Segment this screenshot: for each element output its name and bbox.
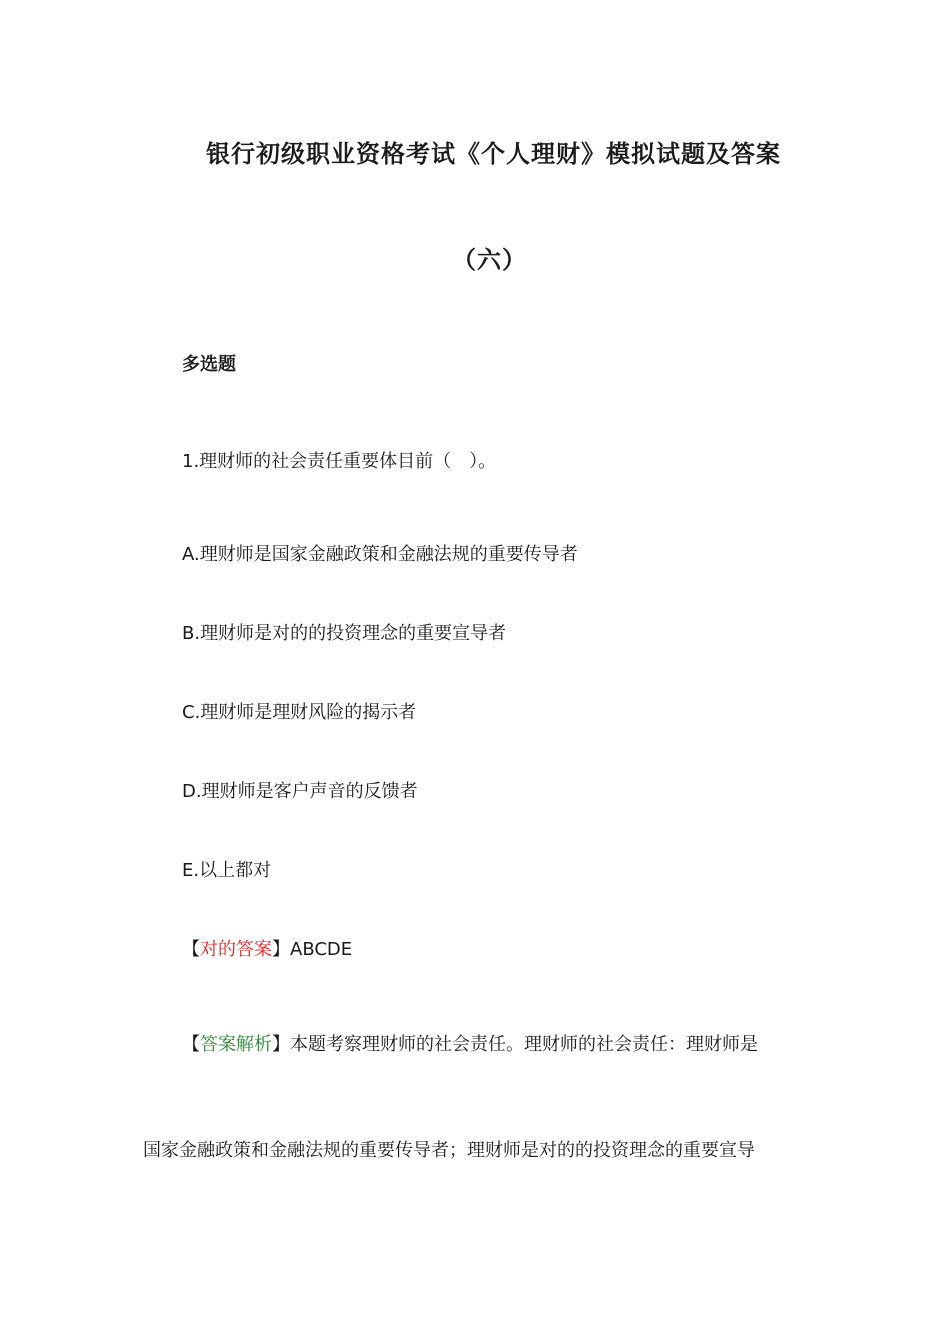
option-d: D.理财师是客户声音的反馈者 bbox=[182, 781, 418, 802]
answer-analysis bbox=[182, 1030, 758, 1056]
analysis-label: 答案解析 bbox=[200, 1034, 272, 1055]
analysis-text-continued: 国家金融政策和金融法规的重要传导者；理财师是对的的投资理念的重要宣导 bbox=[143, 1140, 755, 1161]
option-c: C.理财师是理财风险的揭示者 bbox=[182, 702, 417, 723]
answer-value: ABCDE bbox=[290, 939, 353, 960]
answer-label: 对的答案 bbox=[200, 939, 272, 960]
question-text: 1.理财师的社会责任重要体目前（ ）。 bbox=[182, 451, 497, 472]
section-heading: 多选题 bbox=[182, 354, 236, 375]
answer-bracket-close: 】 bbox=[272, 939, 290, 960]
option-e: E.以上都对 bbox=[182, 860, 272, 881]
analysis-text: 本题考察理财师的社会责任。理财师的社会责任：理财师是 bbox=[290, 1034, 758, 1055]
answer-bracket-open: 【 bbox=[182, 939, 200, 960]
document-title: 银行初级职业资格考试《个人理财》模拟试题及答案 bbox=[206, 140, 781, 168]
correct-answer bbox=[182, 935, 352, 961]
analysis-bracket-open: 【 bbox=[182, 1034, 200, 1055]
option-b: B.理财师是对的的投资理念的重要宣导者 bbox=[182, 623, 507, 644]
document-title-subtitle: （六） bbox=[452, 246, 527, 274]
option-a: A.理财师是国家金融政策和金融法规的重要传导者 bbox=[182, 544, 578, 565]
analysis-bracket-close: 】 bbox=[272, 1034, 290, 1055]
